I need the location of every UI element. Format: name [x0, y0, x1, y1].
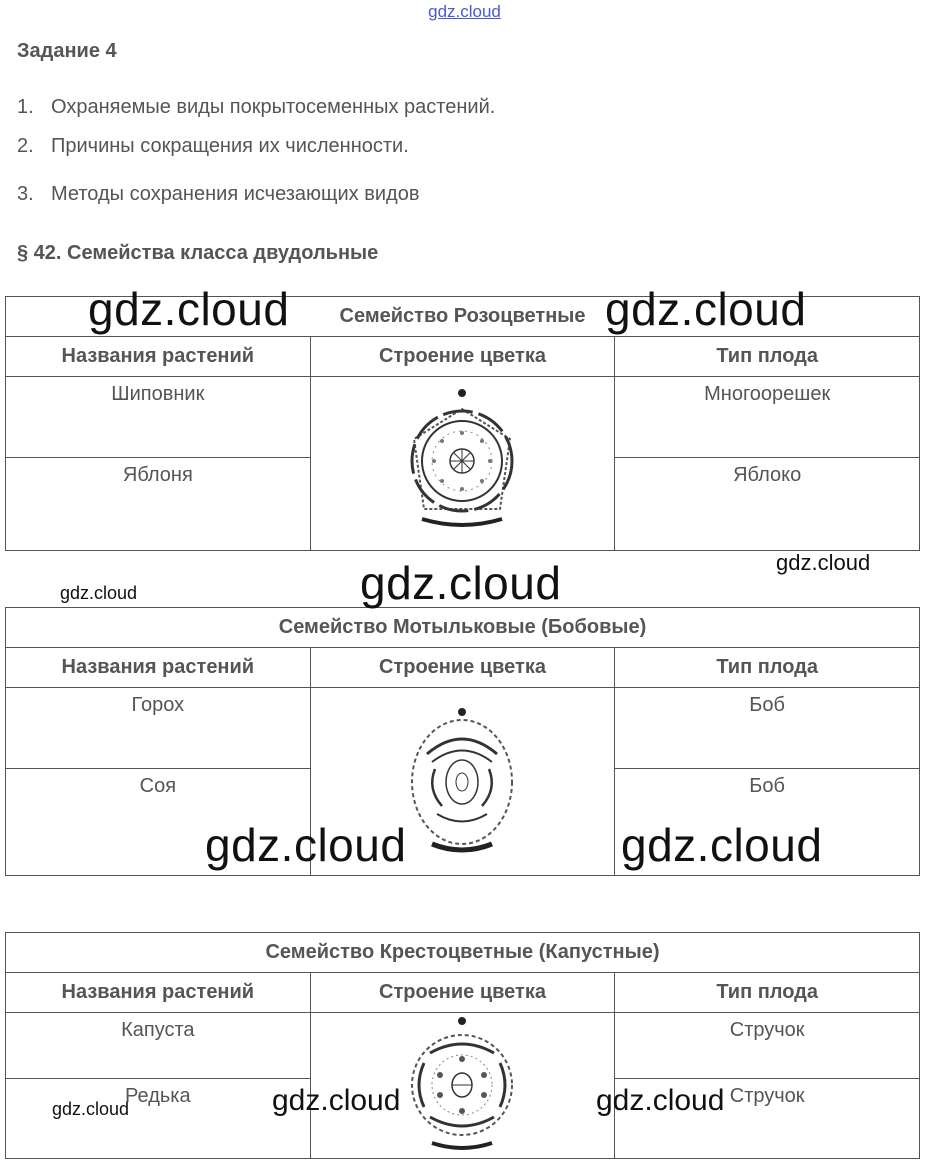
- task-item-number: 2.: [17, 135, 34, 157]
- task-item-2: [17, 135, 409, 158]
- watermark-text: gdz.cloud: [360, 557, 562, 609]
- column-header-names: Названия растений: [6, 973, 311, 1013]
- task-item-text: Охраняемые виды покрытосеменных растений.: [51, 96, 496, 118]
- task-item-text: Методы сохранения исчезающих видов: [51, 183, 420, 205]
- watermark-text: gdz.cloud: [60, 583, 138, 603]
- top-watermark: gdz.cloud: [428, 2, 501, 21]
- column-header-flower: Строение цветка: [310, 648, 615, 688]
- watermark-text: gdz.cloud: [621, 819, 823, 871]
- plant-name-cell: Капуста: [6, 1013, 311, 1079]
- plant-name-cell: Соя: [6, 769, 311, 876]
- plant-name-cell: Шиповник: [6, 377, 311, 458]
- column-header-names: Названия растений: [6, 337, 311, 377]
- plant-name-cell: Яблоня: [6, 458, 311, 551]
- column-header-flower: Строение цветка: [310, 973, 615, 1013]
- legume-flower-diagram-icon: [397, 694, 527, 864]
- family-table-brassicaceae: [5, 932, 920, 1159]
- plant-name-cell: Редька: [6, 1079, 311, 1159]
- task-item-3: [17, 183, 419, 206]
- watermark-text: gdz.cloud: [88, 283, 290, 335]
- column-header-fruit: Тип плода: [615, 337, 920, 377]
- plant-name-cell: Горох: [6, 688, 311, 769]
- section-title: § 42. Семейства класса двудольные: [17, 242, 379, 264]
- watermark-text: gdz.cloud: [205, 819, 407, 871]
- task-item-number: 1.: [17, 96, 34, 118]
- fruit-type-cell: Многоорешек: [615, 377, 920, 458]
- crucifer-flower-diagram-icon: [402, 1013, 522, 1153]
- rose-flower-diagram-icon: [392, 381, 532, 541]
- column-header-flower: Строение цветка: [310, 337, 615, 377]
- watermark-text: gdz.cloud: [776, 550, 871, 575]
- task-item-1: [17, 96, 495, 119]
- column-header-fruit: Тип плода: [615, 973, 920, 1013]
- fruit-type-cell: Стручок: [615, 1079, 920, 1159]
- family-title: Семейство Розоцветные: [6, 297, 920, 337]
- family-title: Семейство Мотыльковые (Бобовые): [6, 608, 920, 648]
- flower-diagram-cell: [310, 377, 615, 551]
- column-header-names: Названия растений: [6, 648, 311, 688]
- fruit-type-cell: Яблоко: [615, 458, 920, 551]
- column-header-fruit: Тип плода: [615, 648, 920, 688]
- watermark-text: gdz.cloud: [272, 1084, 401, 1117]
- task-item-number: 3.: [17, 183, 34, 205]
- fruit-type-cell: Стручок: [615, 1013, 920, 1079]
- watermark-text: gdz.cloud: [52, 1099, 130, 1119]
- task-title: Задание 4: [17, 40, 117, 62]
- fruit-type-cell: Боб: [615, 688, 920, 769]
- family-title: Семейство Крестоцветные (Капустные): [6, 933, 920, 973]
- fruit-type-cell: Боб: [615, 769, 920, 876]
- watermark-text: gdz.cloud: [605, 283, 807, 335]
- task-item-text: Причины сокращения их численности.: [51, 135, 409, 157]
- watermark-text: gdz.cloud: [596, 1084, 725, 1117]
